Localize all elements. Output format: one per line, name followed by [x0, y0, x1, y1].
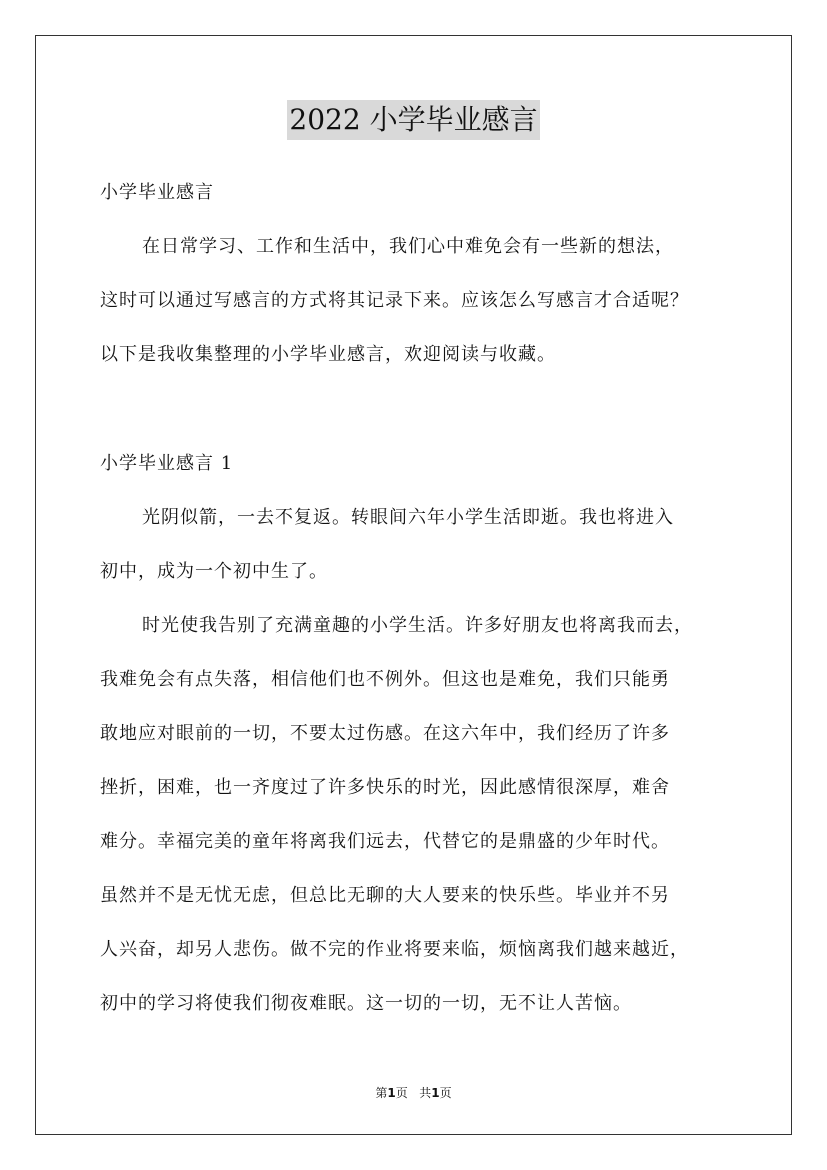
body-block-2 [100, 437, 740, 1031]
section-heading: 小学毕业感言 1 [100, 453, 234, 474]
paragraph-line: 光阴似箭，一去不复返。转眼间六年小学生活即逝。我也将进入 [142, 507, 674, 528]
total-pages: 1 [431, 1086, 440, 1100]
total-prefix: 共 [419, 1086, 432, 1100]
paragraph-line: 虽然并不是无忧无虑，但总比无聊的大人要来的快乐些。毕业并不另 [100, 885, 670, 906]
paragraph-line: 初中的学习将使我们彻夜难眠。这一切的一切，无不让人苦恼。 [100, 993, 632, 1014]
total-suffix: 页 [439, 1086, 452, 1100]
title-container [0, 100, 827, 140]
paragraph-line: 时光使我告别了充满童趣的小学生活。许多好朋友也将离我而去， [142, 615, 693, 636]
intro-line: 在日常学习、工作和生活中，我们心中难免会有一些新的想法， [142, 236, 674, 257]
paragraph-line: 初中，成为一个初中生了。 [100, 561, 328, 582]
section-heading: 小学毕业感言 [100, 182, 214, 203]
document-title: 2022 小学毕业感言 [287, 100, 539, 140]
page-prefix: 第 [375, 1086, 388, 1100]
page-suffix: 页 [395, 1086, 408, 1100]
intro-line: 这时可以通过写感言的方式将其记录下来。应该怎么写感言才合适呢？ [100, 290, 689, 311]
body-block-1 [100, 166, 740, 382]
paragraph-line: 挫折，困难，也一齐度过了许多快乐的时光，因此感情很深厚，难舍 [100, 777, 670, 798]
page-number: 1 [387, 1086, 396, 1100]
page-footer [0, 1084, 827, 1101]
paragraph-line: 难分。幸福完美的童年将离我们远去，代替它的是鼎盛的少年时代。 [100, 831, 670, 852]
paragraph-line: 人兴奋，却另人悲伤。做不完的作业将要来临，烦恼离我们越来越近， [100, 939, 689, 960]
paragraph-line: 我难免会有点失落，相信他们也不例外。但这也是难免，我们只能勇 [100, 669, 670, 690]
paragraph-line: 敢地应对眼前的一切，不要太过伤感。在这六年中，我们经历了许多 [100, 723, 670, 744]
intro-line: 以下是我收集整理的小学毕业感言，欢迎阅读与收藏。 [100, 344, 556, 365]
